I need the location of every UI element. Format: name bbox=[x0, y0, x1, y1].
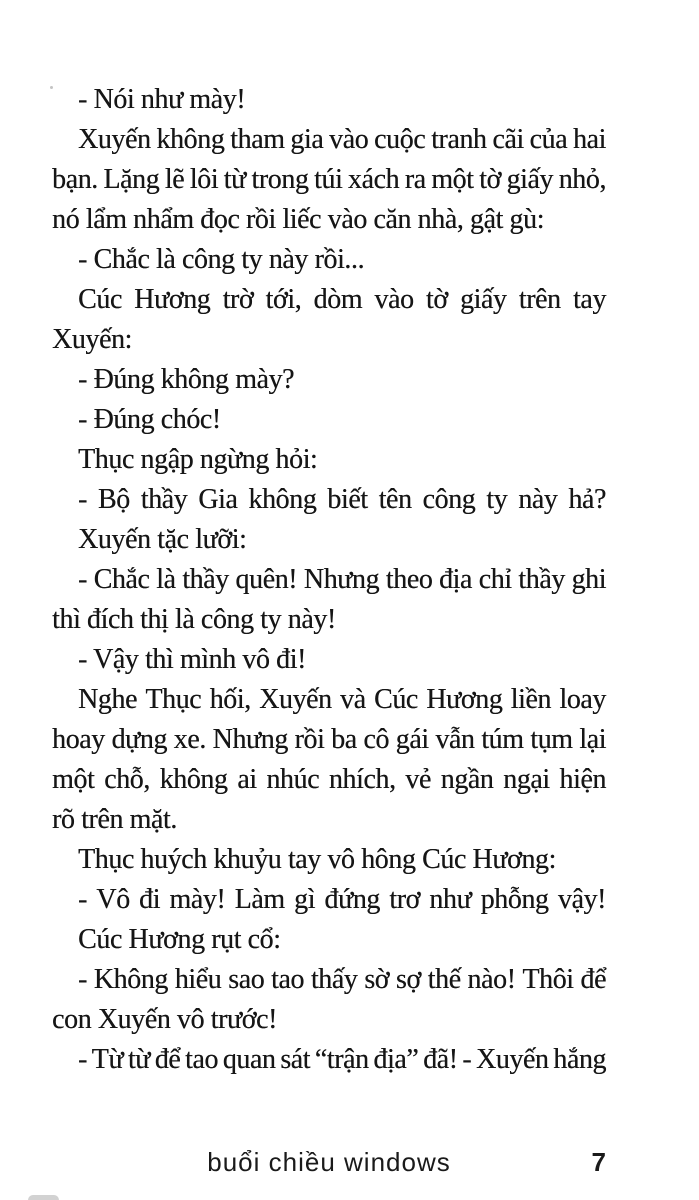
text-line: một chỗ, không ai nhúc nhích, vẻ ngần ngại hiện bbox=[52, 764, 606, 795]
text-line: Cúc Hương rụt cổ: bbox=[78, 924, 281, 955]
text-line: - Vô đi mày! Làm gì đứng trơ như phỗng vậy! bbox=[78, 884, 606, 915]
text-line: - Đúng chóc! bbox=[78, 404, 221, 435]
text-line: - Bộ thầy Gia không biết tên công ty này hả? bbox=[78, 484, 606, 515]
text-line: - Chắc là thầy quên! Nhưng theo địa chỉ thầy ghi bbox=[78, 564, 606, 595]
text-line: - Đúng không mày? bbox=[78, 364, 295, 395]
text-line: thì đích thị là công ty này! bbox=[52, 604, 336, 635]
text-line: - Không hiểu sao tao thấy sờ sợ thế nào! Thôi để bbox=[78, 964, 606, 995]
text-line: - Nói như mày! bbox=[78, 84, 246, 115]
text-line: con Xuyến vô trước! bbox=[52, 1004, 277, 1035]
text-line: - Chắc là công ty này rồi... bbox=[78, 244, 365, 275]
running-title: buổi chiều windows bbox=[207, 1147, 451, 1177]
page-footer bbox=[52, 1146, 606, 1178]
text-line: - Từ từ để tao quan sát “trận địa” đã! - Xuyến hắng bbox=[78, 1044, 606, 1075]
cropped-ui-artifact bbox=[28, 1195, 59, 1200]
text-line: nó lẩm nhẩm đọc rồi liếc vào căn nhà, gật gù: bbox=[52, 204, 544, 235]
text-line: Thục ngập ngừng hỏi: bbox=[78, 444, 318, 475]
text-line: hoay dựng xe. Nhưng rồi ba cô gái vẫn túm tụm lại bbox=[52, 724, 606, 755]
text-line: Cúc Hương trờ tới, dòm vào tờ giấy trên tay bbox=[78, 284, 606, 315]
text-line: - Vậy thì mình vô đi! bbox=[78, 644, 306, 675]
text-block bbox=[52, 80, 606, 1080]
text-line: bạn. Lặng lẽ lôi từ trong túi xách ra một tờ giấy nhỏ, bbox=[52, 164, 606, 195]
text-line: Nghe Thục hối, Xuyến và Cúc Hương liền loay bbox=[78, 684, 606, 715]
text-line: Xuyến: bbox=[52, 324, 132, 355]
page-number: 7 bbox=[591, 1147, 606, 1177]
text-line: Xuyến không tham gia vào cuộc tranh cãi của hai bbox=[78, 124, 606, 155]
text-line: rõ trên mặt. bbox=[52, 804, 177, 835]
text-line: Thục huých khuỷu tay vô hông Cúc Hương: bbox=[78, 844, 556, 875]
text-line: Xuyến tặc lưỡi: bbox=[78, 524, 247, 555]
